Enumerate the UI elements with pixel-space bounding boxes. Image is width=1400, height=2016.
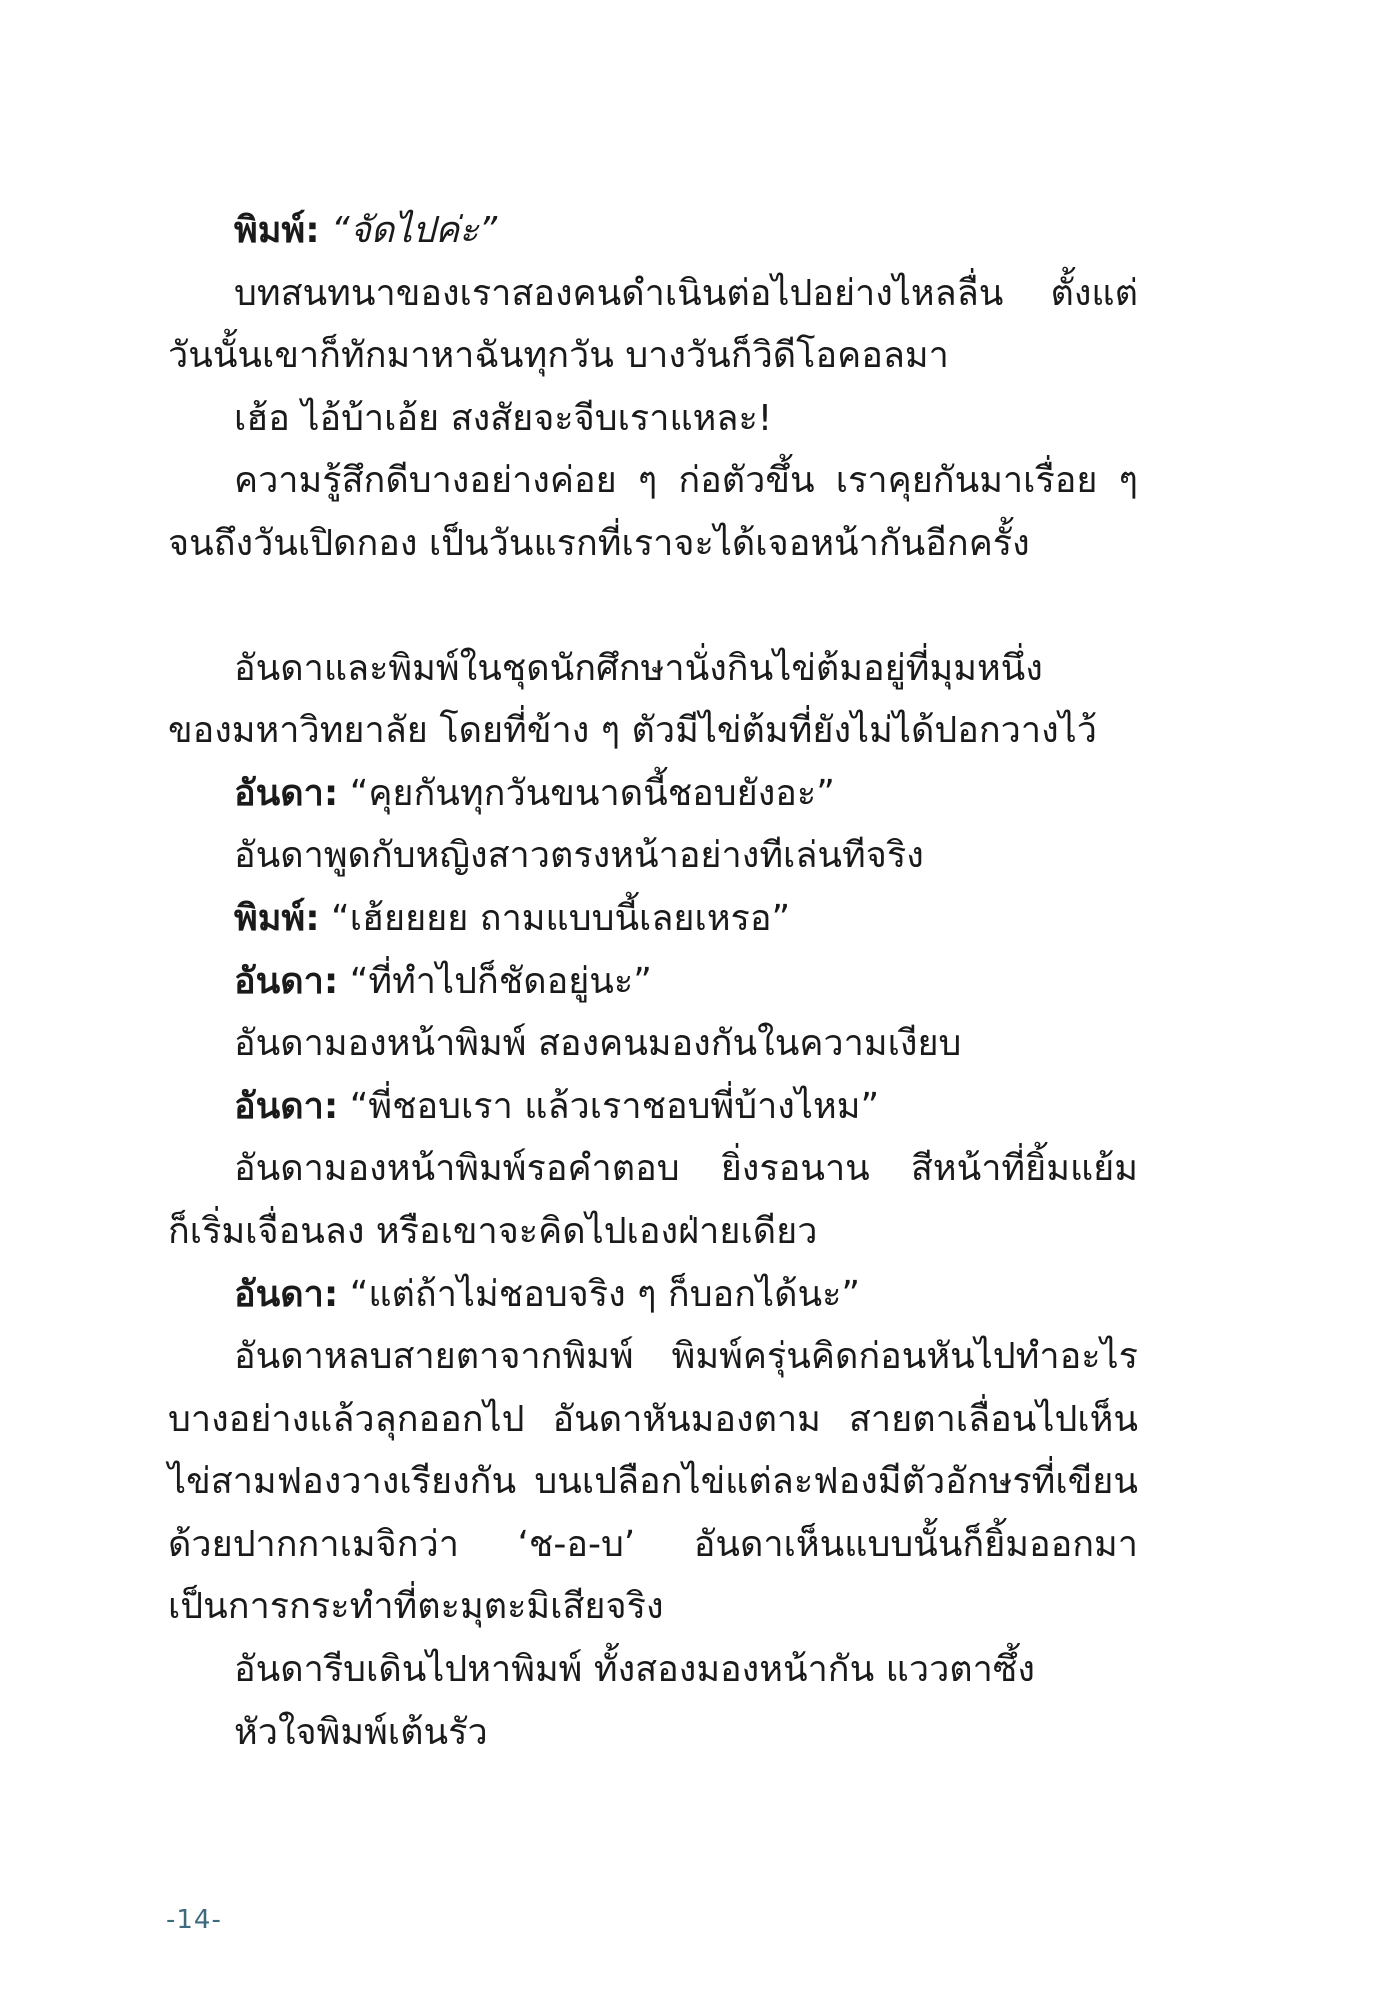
paragraph-line: อันดาและพิมพ์ในชุดนักศึกษานั่งกินไข่ต้มอยู่ที่มุมหนึ่ง bbox=[234, 647, 1043, 689]
paragraph-line: ความรู้สึกดีบางอย่างค่อย ๆ ก่อตัวขึ้น เราคุยกันมาเรื่อย ๆ bbox=[234, 460, 1138, 502]
paragraph-line: อันดาพูดกับหญิงสาวตรงหน้าอย่างทีเล่นทีจริง bbox=[234, 835, 924, 877]
speaker-name: อันดา: bbox=[234, 960, 339, 1002]
paragraph-line: ของมหาวิทยาลัย โดยที่ข้าง ๆ ตัวมีไข่ต้มที่ยังไม่ได้ปอกวางไว้ bbox=[168, 710, 1097, 752]
dialogue-line bbox=[168, 951, 1138, 1014]
dialogue-quote: “ที่ทำไปก็ชัดอยู่นะ” bbox=[349, 960, 652, 1002]
speaker-name: อันดา: bbox=[234, 1273, 339, 1315]
dialogue-line bbox=[168, 1264, 1138, 1327]
page-body bbox=[168, 200, 1138, 1764]
dialogue-line bbox=[168, 200, 1138, 263]
speaker-name: พิมพ์: bbox=[234, 897, 320, 939]
speaker-name: อันดา: bbox=[234, 772, 339, 814]
paragraph-line: จนถึงวันเปิดกอง เป็นวันแรกที่เราจะได้เจอหน้ากันอีกครั้ง bbox=[168, 522, 1030, 564]
paragraph-line: วันนั้นเขาก็ทักมาหาฉันทุกวัน บางวันก็วิดีโอคอลมา bbox=[168, 335, 949, 377]
paragraph-line: ไข่สามฟองวางเรียงกัน บนเปลือกไข่แต่ละฟองมีตัวอักษรที่เขียน bbox=[168, 1461, 1138, 1503]
dialogue-quote: “พี่ชอบเรา แล้วเราชอบพี่บ้างไหม” bbox=[349, 1085, 880, 1127]
dialogue-quote: “คุยกันทุกวันขนาดนี้ชอบยังอะ” bbox=[349, 772, 835, 814]
paragraph-line: อันดามองหน้าพิมพ์รอคำตอบ ยิ่งรอนาน สีหน้าที่ยิ้มแย้ม bbox=[234, 1148, 1138, 1190]
dialogue-quote: “เฮ้ยยยย ถามแบบนี้เลยเหรอ” bbox=[331, 897, 791, 939]
paragraph-line: หัวใจพิมพ์เต้นรัว bbox=[234, 1711, 488, 1753]
dialogue-quote: “แต่ถ้าไม่ชอบจริง ๆ ก็บอกได้นะ” bbox=[349, 1273, 861, 1315]
dialogue-line bbox=[168, 888, 1138, 951]
paragraph-line: เฮ้อ ไอ้บ้าเอ้ย สงสัยจะจีบเราแหละ! bbox=[234, 397, 773, 439]
paragraph-line: บทสนทนาของเราสองคนดำเนินต่อไปอย่างไหลลื่น ตั้งแต่ bbox=[234, 272, 1138, 314]
paragraph-line: อันดารีบเดินไปหาพิมพ์ ทั้งสองมองหน้ากัน แววตาซึ้ง bbox=[234, 1649, 1035, 1691]
paragraph-line: บางอย่างแล้วลุกออกไป อันดาหันมองตาม สายตาเลื่อนไปเห็น bbox=[168, 1398, 1138, 1440]
dialogue-line bbox=[168, 1076, 1138, 1139]
speaker-name: อันดา: bbox=[234, 1085, 339, 1127]
paragraph-line: ด้วยปากกาเมจิกว่า ‘ช-อ-บ’ อันดาเห็นแบบนั้นก็ยิ้มออกมา bbox=[168, 1523, 1138, 1565]
paragraph-line: ก็เริ่มเจื่อนลง หรือเขาจะคิดไปเองฝ่ายเดียว bbox=[168, 1210, 818, 1252]
dialogue-line bbox=[168, 763, 1138, 826]
page-number: -14- bbox=[166, 1905, 222, 1935]
paragraph-line: อันดาหลบสายตาจากพิมพ์ พิมพ์ครุ่นคิดก่อนหันไปทำอะไร bbox=[234, 1336, 1138, 1378]
paragraph-line: อันดามองหน้าพิมพ์ สองคนมองกันในความเงียบ bbox=[234, 1023, 962, 1065]
scene-break bbox=[168, 576, 1138, 638]
paragraph-line: เป็นการกระทำที่ตะมุตะมิเสียจริง bbox=[168, 1586, 664, 1628]
speaker-name: พิมพ์: bbox=[234, 210, 320, 251]
dialogue-quote: “จัดไปค่ะ” bbox=[331, 210, 498, 251]
